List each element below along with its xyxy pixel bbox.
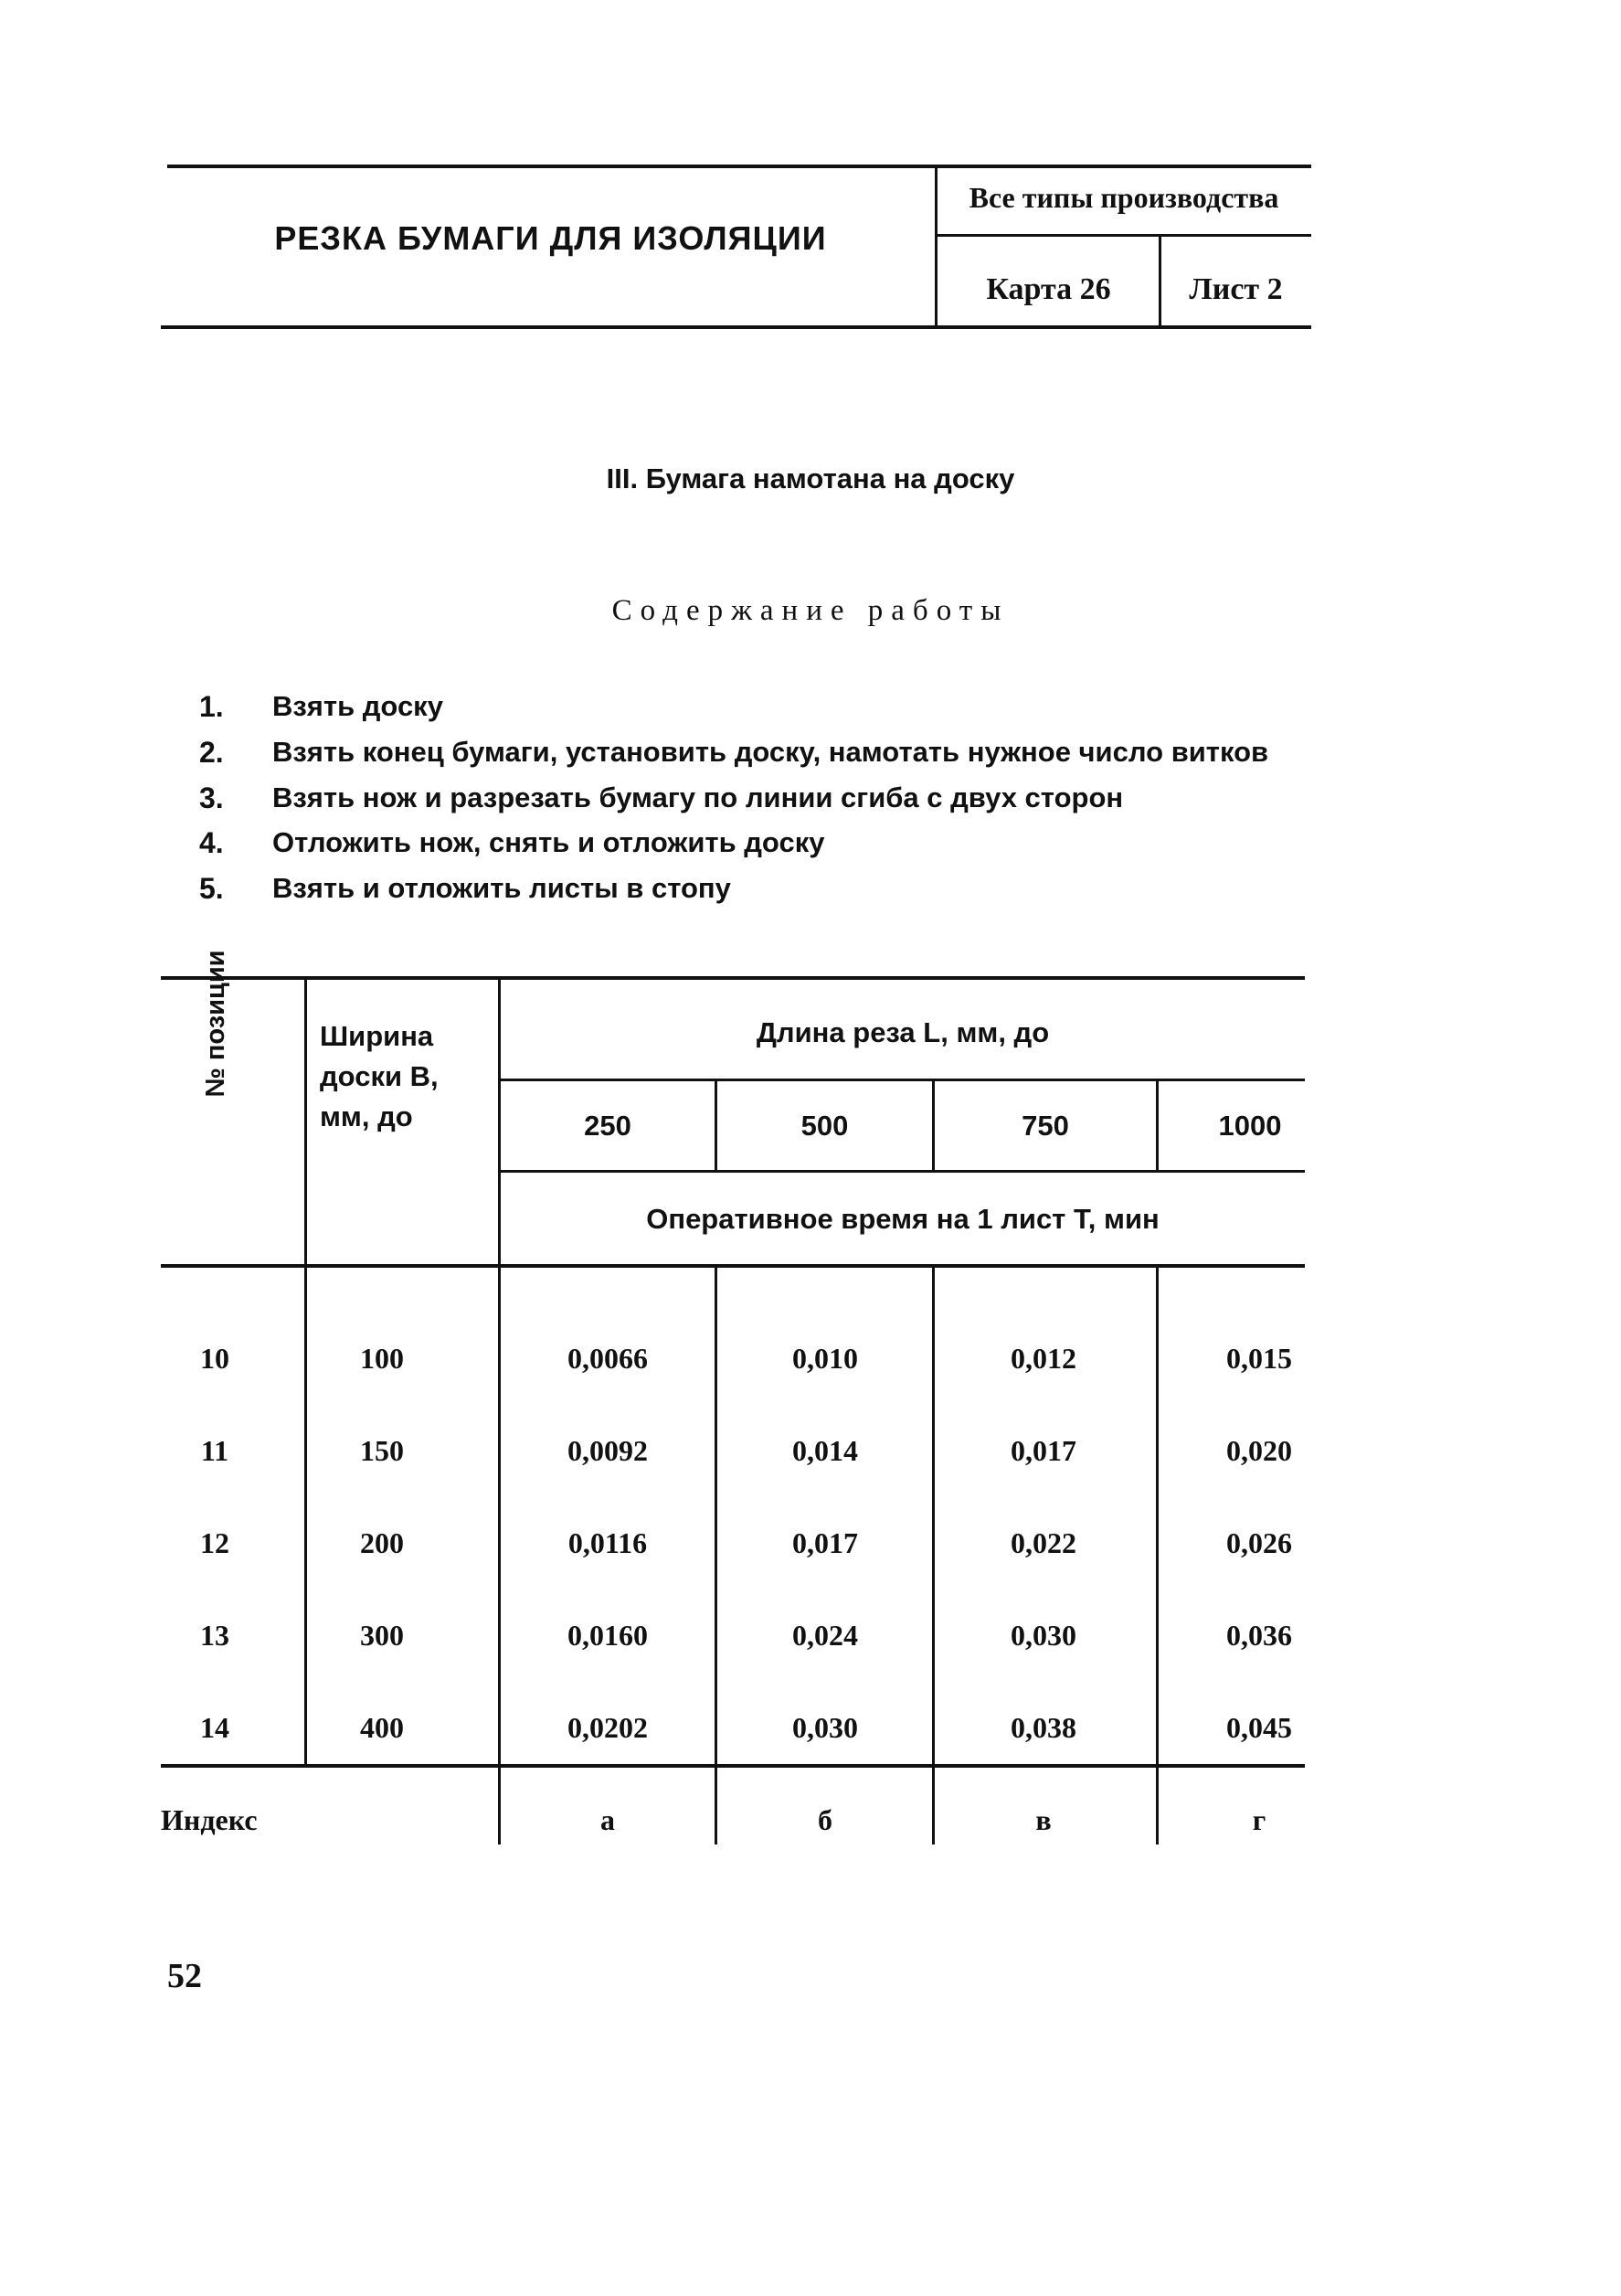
row-value: 0,0066: [567, 1342, 648, 1375]
row-value: 0,0116: [567, 1526, 648, 1559]
section-title: III. Бумага намотана на доску: [606, 462, 1015, 494]
row-position: 14: [200, 1711, 229, 1744]
row-width: 200: [360, 1526, 404, 1559]
width-header: [311, 1016, 503, 1137]
header-bottom-rule: [161, 325, 1311, 329]
width-header-line: Ширина: [320, 1020, 434, 1052]
row-value: 0,0092: [567, 1434, 648, 1467]
length-value: 500: [800, 1110, 849, 1142]
row-value: 0,036: [1226, 1619, 1292, 1652]
length-value: 1000: [1218, 1110, 1282, 1142]
row-value: 0,030: [1011, 1619, 1076, 1652]
index-value: в: [1035, 1803, 1052, 1836]
row-value: 0,024: [792, 1619, 858, 1652]
index-label: Индекс: [161, 1803, 258, 1836]
header-mid-rule: [935, 234, 1311, 237]
row-value: 0,012: [1011, 1342, 1076, 1375]
row-value: 0,022: [1011, 1526, 1076, 1559]
row-value: 0,015: [1226, 1342, 1292, 1375]
row-value: 0,010: [792, 1342, 858, 1375]
position-header: № позиции: [201, 950, 230, 1098]
length-header: Длина реза L, мм, до: [756, 1016, 1050, 1048]
step-text: Отложить нож, снять и отложить доску: [272, 826, 825, 858]
index-value: г: [1252, 1803, 1266, 1836]
row-width: 150: [360, 1434, 404, 1467]
index-value: а: [600, 1803, 615, 1836]
step-text: Взять конец бумаги, установить доску, намотать нужное число витков: [272, 736, 1269, 768]
row-position: 12: [200, 1526, 229, 1559]
card-number: Карта 26: [986, 272, 1111, 306]
table-header-bottom-rule: [161, 1264, 1305, 1268]
length-value: 750: [1022, 1110, 1069, 1142]
table-length-rule: [500, 1079, 1305, 1081]
row-position: 11: [200, 1434, 229, 1467]
width-header-line: мм, до: [320, 1100, 413, 1132]
row-value: 0,026: [1226, 1526, 1292, 1559]
production-type: Все типы производства: [969, 181, 1279, 214]
table-top-rule: [161, 976, 1305, 980]
time-header: Оперативное время на 1 лист Т, мин: [646, 1203, 1160, 1235]
header-top-rule: [167, 165, 1311, 168]
step-number: 2.: [199, 736, 224, 769]
row-value: 0,020: [1226, 1434, 1292, 1467]
row-value: 0,045: [1226, 1711, 1292, 1744]
row-value: 0,0160: [567, 1619, 648, 1652]
step-text: Взять доску: [272, 690, 443, 722]
step-number: 4.: [199, 826, 224, 859]
step-text: Взять и отложить листы в стопу: [272, 872, 731, 904]
index-value: б: [818, 1803, 832, 1836]
length-value: 250: [584, 1110, 631, 1142]
row-value: 0,038: [1011, 1711, 1076, 1744]
page-number: 52: [167, 1957, 202, 1995]
content-title: Содержание работы: [611, 594, 1010, 627]
step-text: Взять нож и разрезать бумагу по линии сгиба с двух сторон: [272, 781, 1124, 813]
row-width: 100: [360, 1342, 404, 1375]
row-width: 400: [360, 1711, 404, 1744]
step-number: 3.: [199, 781, 224, 814]
step-number: 1.: [199, 690, 224, 723]
row-value: 0,017: [792, 1526, 858, 1559]
row-value: 0,0202: [567, 1711, 648, 1744]
sheet-number: Лист 2: [1189, 272, 1283, 306]
table-lengths-rule: [500, 1170, 1305, 1173]
row-value: 0,014: [792, 1434, 858, 1467]
document-title: РЕЗКА БУМАГИ ДЛЯ ИЗОЛЯЦИИ: [274, 219, 827, 257]
table-body-bottom-rule: [161, 1764, 1305, 1768]
row-value: 0,017: [1011, 1434, 1076, 1467]
width-header-line: доски В,: [320, 1060, 439, 1092]
row-position: 13: [200, 1619, 229, 1652]
row-width: 300: [360, 1619, 404, 1652]
row-value: 0,030: [792, 1711, 858, 1744]
row-position: 10: [200, 1342, 229, 1375]
step-number: 5.: [199, 872, 224, 905]
